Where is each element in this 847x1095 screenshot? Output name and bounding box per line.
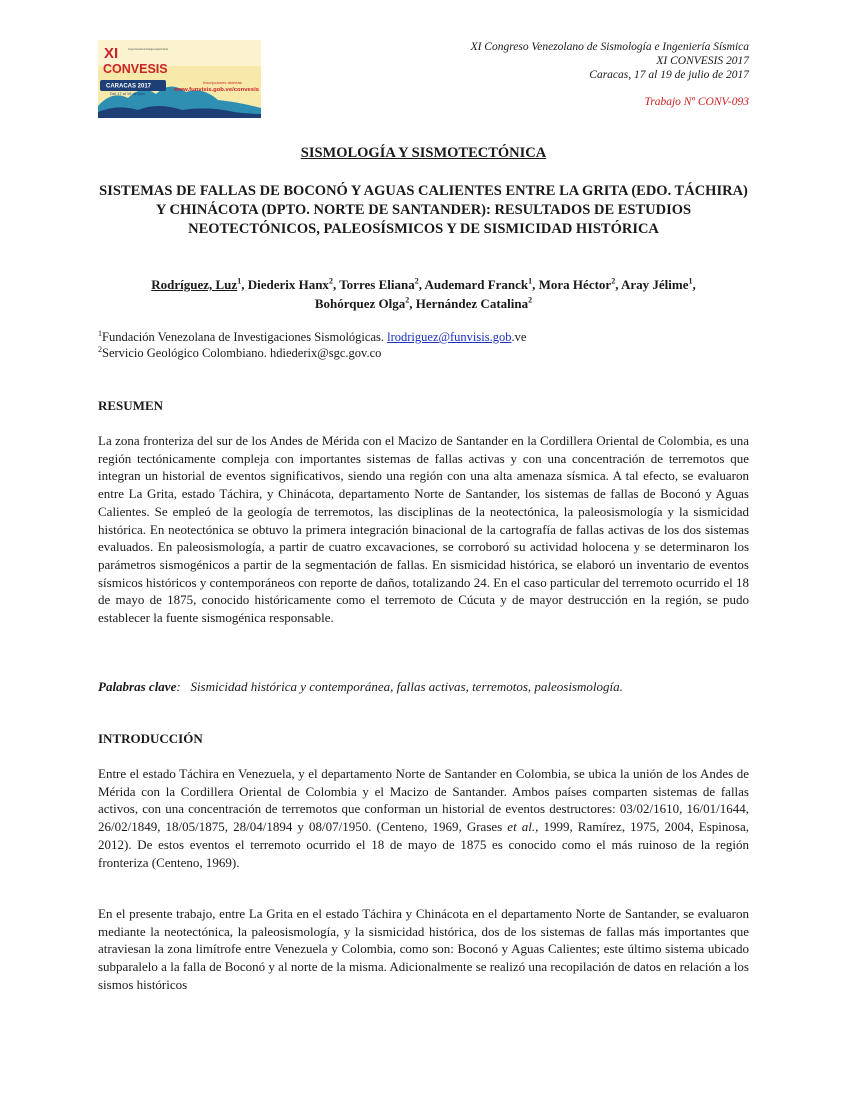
author-name: Torres Eliana [339, 277, 415, 292]
author-affiliation-mark: 1 [237, 276, 242, 286]
affiliations [98, 329, 749, 361]
author-name: Aray Jélime [620, 277, 689, 292]
email-link[interactable]: lrodriguez@funvisis.gob [387, 330, 512, 344]
intro-paragraph-1: Entre el estado Táchira en Venezuela, y el departamento Norte de Santander en Colombia, se ubica la unión de los Andes de Mérida con la Cordillera Oriental de Colombia y el Macizo de Santander. Ambos países comparten sistemas de fallas activos, con una concentración de terremotos que conforman un historial de eventos destructores: 03/02/1610, 16/01/1644, 26/02/1849, 18/05/1875, 28/04/1894 y 08/07/1950. (Centeno, 1969, Grases et al., 1999, Ramírez, 1975, 2004, Espinosa, 2012). De estos eventos el terremoto ocurrido el 18 de mayo de 1875 es conocido como el más ruinoso de la región fronteriza (Centeno, 1969). [98, 766, 749, 870]
author-name: Hernández Catalina [415, 296, 529, 311]
logo-city: CARACAS 2017 [106, 83, 152, 90]
conference-line-2: XI CONVESIS 2017 [656, 55, 749, 67]
author-name: Mora Héctor [538, 277, 612, 292]
author-name: Diederix Hanx [247, 277, 329, 292]
abstract-text: La zona fronteriza del sur de los Andes de Mérida con el Macizo de Santander en la Cordillera Oriental de Colombia, es una región tectónicamente compleja con importantes sistemas de fallas activas y con una concentración de terremotos que integran un historial de eventos significativos, siendo una región con una alta amenaza sísmica. A tal efecto, se evaluaron entre La Grita, estado Táchira, y Chinácota, departamento Norte de Santander, los sistemas de fallas de Boconó y Aguas Calientes. Se empleó de la geología de terremotos, las disciplinas de la neotectónica, la paleosismología y la sismicidad histórica. En neotectónica se obtuvo la primera integración binacional de la cartografía de fallas activas de los dos sistemas evaluados. En paleosismología, a partir de cuatro excavaciones, se corroboró su actividad holocena y se determinaron los parámetros sismogénicos a partir de la segmentación de fallas. En sismicidad histórica, se elaboró un inventario de eventos sísmicos históricos y contemporáneos con reporte de daños, totalizando 24. En el caso particular del terremoto ocurrido el 18 de mayo de 1875, conocido históricamente como el terremoto de Cúcuta y de mayor destrucción en la región, se pudo establecer la fuente sismogénica responsable. [98, 433, 749, 626]
intro-heading: INTRODUCCIÓN [98, 731, 203, 746]
affiliation-2: $^2$Servicio Geológico Colombiano. hdiederix@sgc.gov.co [98, 344, 382, 360]
paper-title: SISTEMAS DE FALLAS DE BOCONÓ Y AGUAS CALIENTES ENTRE LA GRITA (EDO. TÁCHIRA) Y CHINÁCOTA (DPTO. NORTE DE SANTANDER): RESULTADOS DE ESTUDIOS NEOTECTÓNICOS, PALEOSÍSMICOS Y DE SISMICIDAD HISTÓRICA [99, 183, 748, 237]
work-number: Trabajo Nº CONV-093 [644, 96, 749, 108]
author-list: Rodríguez, Luz$^1$, Diederix Hanx$^2$, Torres Eliana$^2$, Audemard Franck$^1$, Mora Héctor$^2$, Aray Jélime$^1$, Bohórquez Olga$^2$, Hernández Catalina$^2$ [151, 276, 696, 311]
keywords-text: Sismicidad histórica y contemporánea, fallas activas, terremotos, paleosismología. [190, 679, 623, 694]
author-affiliation-mark: 2 [405, 295, 410, 305]
author-name: Audemard Franck [424, 277, 529, 292]
author-name: Rodríguez, Luz [151, 277, 238, 292]
conference-line-3: Caracas, 17 al 19 de julio de 2017 [589, 69, 749, 81]
author-affiliation-mark: 2 [528, 295, 533, 305]
abstract-heading: RESUMEN [98, 398, 164, 413]
logo-website: www.funvisis.gob.ve/convesis [172, 87, 260, 93]
logo-name: CONVESIS [103, 62, 168, 76]
logo-tagline: Congreso Venezolano de Sismología e Ingeniería Sísmica [128, 47, 169, 51]
logo-numeral: XI [104, 45, 119, 62]
affiliation-1: $^1$Fundación Venezolana de Investigaciones Sismológicas. lrodriguez@funvisis.gob.ve [98, 328, 527, 344]
conference-line-1: XI Congreso Venezolano de Sismología e Ingeniería Sísmica [470, 41, 749, 53]
section-title: SISMOLOGÍA Y SISMOTECTÓNICA [300, 145, 547, 161]
author-affiliation-mark: 1 [528, 276, 533, 286]
keywords-label: Palabras clave [98, 679, 177, 694]
author-affiliation-mark: 2 [611, 276, 616, 286]
author-affiliation-mark: 2 [414, 276, 419, 286]
intro-paragraph-2: En el presente trabajo, entre La Grita en el estado Táchira y Chinácota en el departamento Norte de Santander, se evaluaron mediante la neotectónica, la paleosismología, y la sismicidad histórica, dos de los sistemas de fallas más importantes que atraviesan la zona limítrofe entre Venezuela y Colombia, como son: Boconó y Aguas Calientes; este último sistema ubicado subparalelo a la falla de Boconó y al norte de la misma. Adicionalmente se realizó una recopilación de datos en relación a los sismos históricos [98, 906, 749, 992]
logo-dates: Del 17 al 19 de julio [110, 91, 146, 96]
author-affiliation-mark: 2 [328, 276, 333, 286]
convesis-logo [98, 40, 261, 118]
logo-registration: Inscripciones abiertas [203, 80, 242, 85]
keywords: Palabras clave: Sismicidad histórica y contemporánea, fallas activas, terremotos, paleosismología. [98, 679, 623, 694]
author-name: Bohórquez Olga [314, 296, 406, 311]
author-affiliation-mark: 1 [688, 276, 693, 286]
conference-info [471, 40, 749, 82]
